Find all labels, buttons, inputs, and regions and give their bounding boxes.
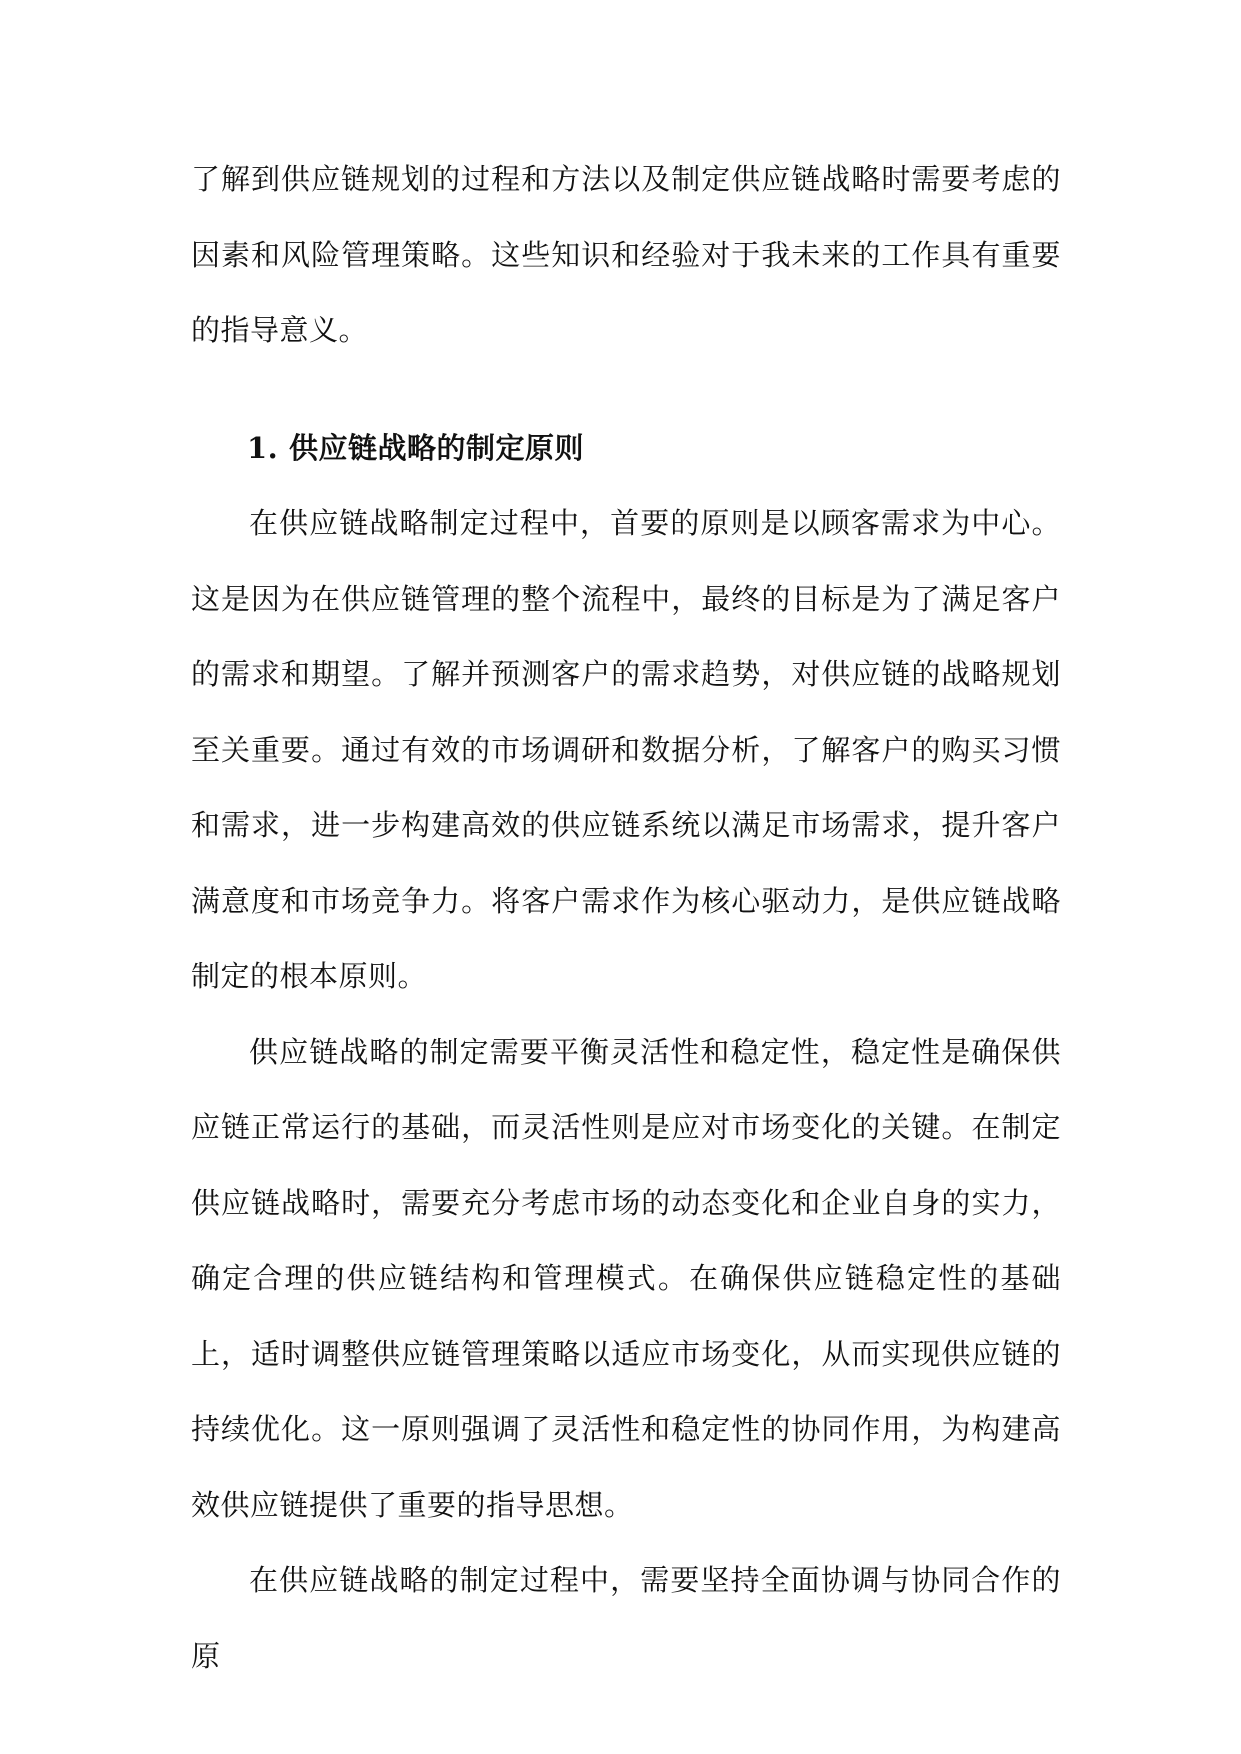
document-body [191,142,1061,1694]
section-title: 供应链战略的制定原则 [289,430,585,465]
section-heading [191,411,1061,487]
body-paragraph-coordination: 在供应链战略的制定过程中，需要坚持全面协调与协同合作的原 [191,1563,1061,1673]
intro-paragraph: 了解到供应链规划的过程和方法以及制定供应链战略时需要考虑的因素和风险管理策略。这些知识和经验对于我未来的工作具有重要的指导意义。 [191,162,1061,347]
body-paragraph-flexibility-stability: 供应链战略的制定需要平衡灵活性和稳定性，稳定性是确保供应链正常运行的基础，而灵活性则是应对市场变化的关键。在制定供应链战略时，需要充分考虑市场的动态变化和企业自身的实力，确定合理的供应链结构和管理模式。在确保供应链稳定性的基础上，适时调整供应链管理策略以适应市场变化，从而实现供应链的持续优化。这一原则强调了灵活性和稳定性的协同作用，为构建高效供应链提供了重要的指导思想。 [191,1034,1061,1522]
body-paragraph-customer-demand: 在供应链战略制定过程中，首要的原则是以顾客需求为中心。这是因为在供应链管理的整个流程中，最终的目标是为了满足客户的需求和期望。了解并预测客户的需求趋势，对供应链的战略规划至关重要。通过有效的市场调研和数据分析，了解客户的购买习惯和需求，进一步构建高效的供应链系统以满足市场需求，提升客户满意度和市场竞争力。将客户需求作为核心驱动力，是供应链战略制定的根本原则。 [191,506,1061,993]
section-number: 1. [247,430,279,465]
